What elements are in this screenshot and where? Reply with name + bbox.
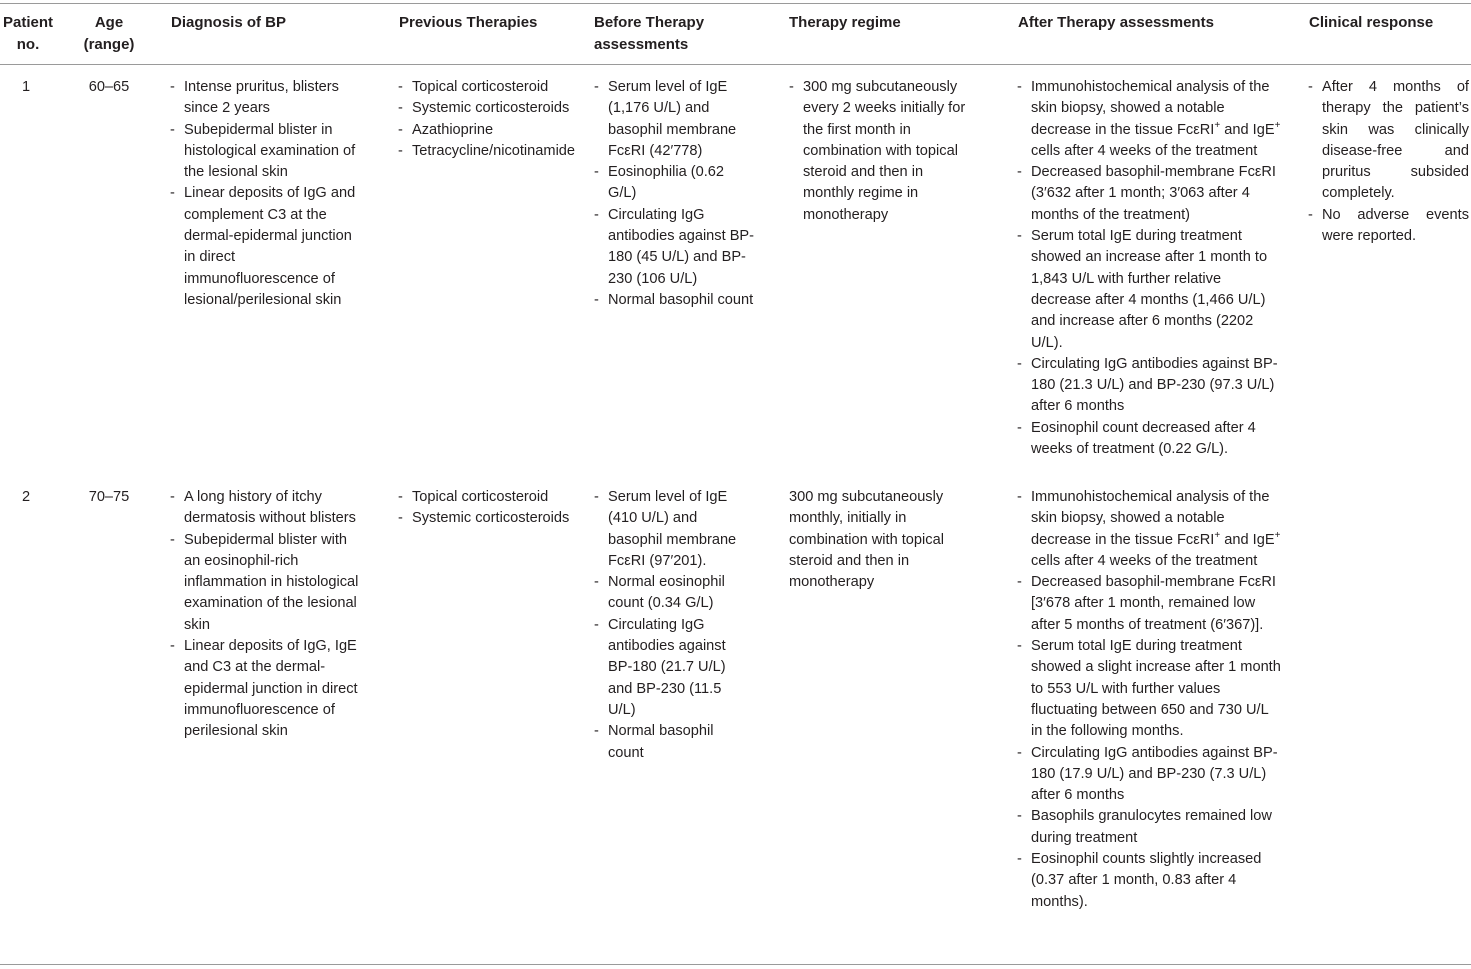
row2-diagnosis-list	[170, 487, 367, 743]
row1-response-list	[1308, 77, 1469, 247]
list-item: - Normal eosinophil count (0.34 G/L)	[594, 572, 746, 615]
list-item: - Circulating IgG antibodies against BP-180 (21.7 U/L) and BP-230 (11.5 U/L)	[594, 615, 746, 721]
list-item: - Tetracycline/nicotinamide	[398, 141, 590, 162]
list-item: - Circulating IgG antibodies against BP-180 (21.3 U/L) and BP-230 (97.3 U/L) after 6 months	[1017, 354, 1281, 418]
row1-previous-list	[398, 77, 590, 162]
header-diagnosis: Diagnosis of BP	[171, 14, 287, 31]
list-item: - Systemic corticosteroids	[398, 98, 590, 119]
header-previous-therapies: Previous Therapies	[399, 14, 538, 31]
header-before-therapy: Before Therapy assessments	[594, 14, 705, 53]
list-item: - Subepidermal blister with an eosinophil-rich inflammation in histological examination of the lesional skin	[170, 530, 367, 636]
list-item: - 300 mg subcutaneously every 2 weeks initially for the first month in combination with topical steroid and then in monthly regime in monotherapy	[789, 77, 975, 226]
row2-previous-list	[398, 487, 590, 530]
list-item: - Eosinophil counts slightly increased (0.37 after 1 month, 0.83 after 4 months).	[1017, 849, 1281, 913]
table-bottom-rule	[0, 964, 1471, 965]
list-item: - Linear deposits of IgG, IgE and C3 at the dermal-epidermal junction in direct immunofluorescence of perilesional skin	[170, 636, 367, 742]
list-item: - Eosinophilia (0.62 G/L)	[594, 162, 756, 205]
list-item: - Immunohistochemical analysis of the skin biopsy, showed a notable decrease in the tissue FcεRI+ and IgE+ cells after 4 weeks of the treatment	[1017, 77, 1281, 162]
header-clinical-response: Clinical response	[1309, 14, 1434, 31]
list-item: - Topical corticosteroid	[398, 77, 590, 98]
row2-before-list	[594, 487, 746, 764]
list-item: - Eosinophil count decreased after 4 weeks of treatment (0.22 G/L).	[1017, 418, 1281, 461]
list-item: - Immunohistochemical analysis of the skin biopsy, showed a notable decrease in the tissue FcεRI+ and IgE+ cells after 4 weeks of the treatment	[1017, 487, 1281, 572]
list-item: - Azathioprine	[398, 120, 590, 141]
row1-diagnosis-list	[170, 77, 367, 311]
header-bottom-rule	[0, 64, 1471, 65]
list-item: - No adverse events were reported.	[1308, 205, 1469, 248]
list-item: - Decreased basophil-membrane FcεRI [3′678 after 1 month, remained low after 5 months of treatment (6′367)].	[1017, 572, 1281, 636]
list-item: - Serum total IgE during treatment showed an increase after 1 month to 1,843 U/L with further relative decrease after 4 months (1,466 U/L) and increase after 6 months (2202 U/L).	[1017, 226, 1281, 354]
list-item: - Circulating IgG antibodies against BP-180 (17.9 U/L) and BP-230 (7.3 U/L) after 6 months	[1017, 743, 1281, 807]
list-item: - Intense pruritus, blisters since 2 years	[170, 77, 367, 120]
list-item: - Serum level of IgE (1,176 U/L) and basophil membrane FcεRI (42′778)	[594, 77, 756, 162]
list-item: - Systemic corticosteroids	[398, 508, 590, 529]
list-item: - Basophils granulocytes remained low during treatment	[1017, 806, 1281, 849]
list-item: - Serum level of IgE (410 U/L) and basophil membrane FcεRI (97′201).	[594, 487, 746, 572]
list-item: - Linear deposits of IgG and complement C3 at the dermal-epidermal junction in direct immunofluorescence of lesional/perilesional skin	[170, 183, 367, 311]
list-item: - Topical corticosteroid	[398, 487, 590, 508]
row2-patient-no: 2	[21, 489, 31, 505]
table-top-rule	[0, 3, 1471, 4]
list-item: - A long history of itchy dermatosis without blisters	[170, 487, 367, 530]
row1-regime-list	[789, 77, 975, 226]
header-therapy-regime: Therapy regime	[789, 14, 901, 31]
row1-before-list	[594, 77, 756, 311]
header-patient-no: Patient no.	[2, 14, 53, 53]
row1-age: 60–65	[88, 79, 130, 95]
row1-after-list	[1017, 77, 1281, 460]
row2-regime: 300 mg subcutaneously monthly, initially in combination with topical steroid and then in monotherapy	[789, 489, 944, 591]
row1-patient-no: 1	[21, 79, 31, 95]
list-item: - After 4 months of therapy the patient’s skin was clinically disease-free and pruritus subsided completely.	[1308, 77, 1469, 205]
list-item: - Decreased basophil-membrane FcεRI (3′632 after 1 month; 3′063 after 4 months of the treatment)	[1017, 162, 1281, 226]
row2-age: 70–75	[88, 489, 130, 505]
list-item: - Normal basophil count	[594, 721, 746, 764]
list-item: - Normal basophil count	[594, 290, 756, 311]
row2-after-list	[1017, 487, 1281, 913]
list-item: - Serum total IgE during treatment showed a slight increase after 1 month to 553 U/L with further values fluctuating between 650 and 730 U/L in the following months.	[1017, 636, 1281, 742]
header-after-therapy: After Therapy assessments	[1018, 14, 1214, 31]
list-item: - Subepidermal blister in histological examination of the lesional skin	[170, 120, 367, 184]
list-item: - Circulating IgG antibodies against BP-180 (45 U/L) and BP-230 (106 U/L)	[594, 205, 756, 290]
header-age: Age (range)	[83, 14, 135, 53]
